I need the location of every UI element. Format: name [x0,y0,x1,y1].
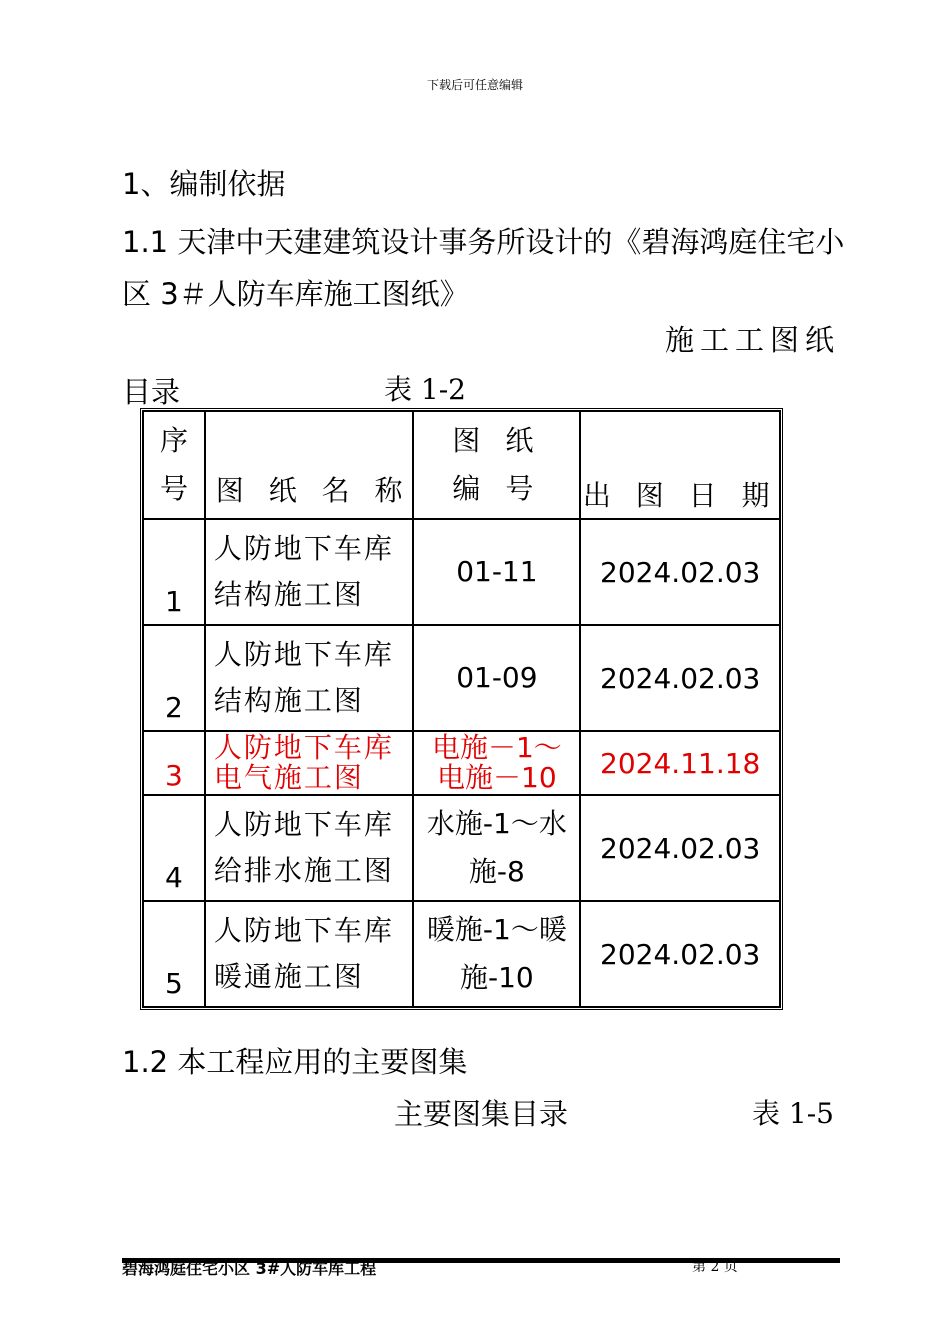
row-date: 2024.02.03 [580,519,780,625]
header-seq: 序号 [143,411,205,519]
header-name: 图 纸 名 称 [205,411,413,519]
table-header-row [143,411,780,519]
row-number: 电施－1～电施－10 [413,731,580,795]
row-name: 人防地下车库暖通施工图 [205,901,413,1007]
row-number: 暖施-1～暖施-10 [413,901,580,1007]
row-date: 2024.02.03 [580,625,780,731]
table-row [143,625,780,731]
table-row [143,519,780,625]
table-number-2: 表 1-5 [752,1097,834,1130]
row-seq: 3 [143,731,205,795]
row-date: 2024.02.03 [580,795,780,901]
row-seq: 2 [143,625,205,731]
header-number: 图 纸 编 号 [413,411,580,519]
heading-basis: 1、编制依据 [122,167,286,201]
row-seq: 4 [143,795,205,901]
row-number: 水施-1～水施-8 [413,795,580,901]
section-1-2-heading: 1.2 本工程应用的主要图集 [122,1045,468,1079]
row-seq: 5 [143,901,205,1007]
drawings-title: 施工工图纸 [664,323,840,357]
footer-page-number: 第 2 页 [692,1259,738,1275]
row-name: 人防地下车库结构施工图 [205,519,413,625]
row-date: 2024.11.18 [580,731,780,795]
header-date: 出 图 日 期 [580,411,780,519]
table-row-highlighted [143,731,780,795]
row-name: 人防地下车库给排水施工图 [205,795,413,901]
row-number: 01-09 [413,625,580,731]
section-1-1-text: 1.1 天津中天建建筑设计事务所设计的《碧海鸿庭住宅小区 3＃人防车库施工图纸》 [122,225,845,311]
table-number-1: 表 1-2 [384,373,466,406]
footer-project-name: 碧海鸿庭住宅小区 3#人防车库工程 [122,1259,377,1278]
drawings-table [140,408,783,1010]
row-name: 人防地下车库结构施工图 [205,625,413,731]
page-header-note: 下载后可任意编辑 [426,78,523,92]
atlas-catalog-title: 主要图集目录 [394,1097,569,1131]
table-row [143,901,780,1007]
table-row [143,795,780,901]
row-date: 2024.02.03 [580,901,780,1007]
row-number: 01-11 [413,519,580,625]
row-seq: 1 [143,519,205,625]
row-name: 人防地下车库电气施工图 [205,731,413,795]
catalog-label: 目录 [122,375,181,409]
